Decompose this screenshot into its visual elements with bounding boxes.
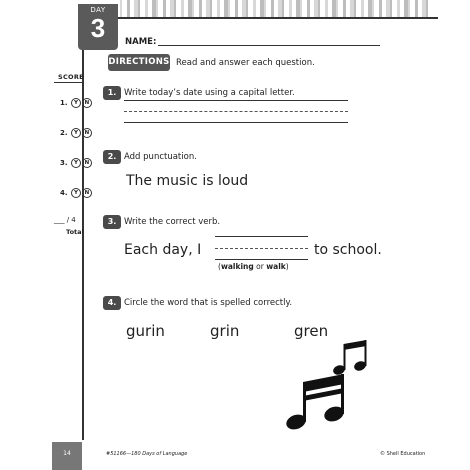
header-stripe [415, 0, 418, 18]
music-notes-icon [282, 340, 378, 436]
question-2-sentence: The music is loud [126, 173, 249, 189]
header-stripes [120, 0, 435, 18]
header-stripe [282, 0, 284, 18]
verb-option-2: walk [266, 262, 286, 271]
no-circle[interactable]: N [82, 188, 92, 198]
footer-book-title: #51166—180 Days of Language [106, 451, 188, 457]
header-stripe [390, 0, 392, 18]
header-stripe [336, 0, 338, 18]
question-3-prompt: Write the correct verb. [124, 217, 221, 227]
header-stripe [138, 0, 140, 18]
score-title: SCORE [58, 73, 84, 81]
header-stripe [156, 0, 158, 18]
writing-line-mid [124, 111, 348, 112]
score-row-1 [60, 98, 92, 108]
header-stripe [120, 0, 122, 18]
header-stripe [354, 0, 356, 18]
header-stripe [271, 0, 274, 18]
header-stripe [318, 0, 320, 18]
day-label: DAY [90, 6, 106, 14]
word-choice-1[interactable]: gurin [126, 322, 165, 340]
header-stripe [372, 0, 374, 18]
question-3-after: to school. [314, 242, 382, 258]
question-2-prompt: Add punctuation. [124, 152, 197, 162]
header-stripe [228, 0, 230, 18]
directions-badge: DIRECTIONS [108, 54, 170, 71]
no-circle[interactable]: N [82, 128, 92, 138]
name-field[interactable] [158, 45, 380, 46]
score-row-3 [60, 158, 92, 168]
day-tab [78, 4, 118, 50]
header-stripe [163, 0, 166, 18]
question-3-badge: 3. [103, 215, 121, 229]
no-circle[interactable]: N [82, 158, 92, 168]
header-stripe [379, 0, 382, 18]
total-score-blank[interactable]: ___ / 4 [54, 216, 76, 224]
header-stripe [246, 0, 248, 18]
no-circle[interactable]: N [82, 98, 92, 108]
writing-line-base[interactable] [124, 122, 348, 123]
header-stripe [192, 0, 194, 18]
question-2-badge: 2. [103, 150, 121, 164]
header-stripe [408, 0, 410, 18]
day-number: 3 [90, 13, 106, 43]
header-stripe [181, 0, 184, 18]
yes-circle[interactable]: Y [71, 128, 81, 138]
header-stripe [217, 0, 220, 18]
question-3-before: Each day, I [124, 242, 202, 258]
verb-line-top[interactable] [215, 236, 308, 237]
directions-text: Read and answer each question. [176, 58, 315, 68]
header-stripe [235, 0, 238, 18]
header-stripe [264, 0, 266, 18]
margin-divider [82, 50, 84, 440]
writing-line-top[interactable] [124, 100, 348, 101]
header-stripe [253, 0, 256, 18]
verb-options: (walking or walk) [218, 262, 289, 271]
header-stripe [210, 0, 212, 18]
header-stripe [174, 0, 176, 18]
header-stripe [325, 0, 328, 18]
question-1-prompt: Write today’s date using a capital letter. [124, 88, 295, 98]
score-row-number: 2. [60, 129, 68, 137]
header-stripe [307, 0, 310, 18]
question-4-prompt: Circle the word that is spelled correctly. [124, 298, 293, 308]
score-row-number: 4. [60, 189, 68, 197]
header-stripe [397, 0, 400, 18]
total-label: Total [66, 228, 84, 236]
verb-line-base[interactable] [215, 259, 308, 260]
header-stripe [361, 0, 364, 18]
page-number: 14 [63, 450, 71, 457]
yes-circle[interactable]: Y [71, 188, 81, 198]
header-stripe [426, 0, 428, 18]
score-row-2 [60, 128, 92, 138]
score-underline [54, 82, 82, 83]
header-stripe [199, 0, 202, 18]
yes-circle[interactable]: Y [71, 98, 81, 108]
footer-copyright: © Shell Education [380, 451, 426, 457]
question-4-badge: 4. [103, 296, 121, 310]
header-rule [78, 17, 438, 19]
question-1-badge: 1. [103, 86, 121, 100]
verb-or: or [256, 262, 264, 271]
yes-circle[interactable]: Y [71, 158, 81, 168]
word-choice-2[interactable]: grin [210, 322, 240, 340]
name-label: NAME: [125, 37, 157, 47]
score-row-4 [60, 188, 92, 198]
header-stripe [127, 0, 130, 18]
header-stripe [145, 0, 148, 18]
word-choice-3[interactable]: gren [294, 322, 329, 340]
header-stripe [289, 0, 292, 18]
verb-option-1: walking [220, 262, 254, 271]
score-row-number: 1. [60, 99, 68, 107]
header-stripe [300, 0, 302, 18]
score-row-number: 3. [60, 159, 68, 167]
header-stripe [343, 0, 346, 18]
verb-line-mid [215, 248, 308, 249]
